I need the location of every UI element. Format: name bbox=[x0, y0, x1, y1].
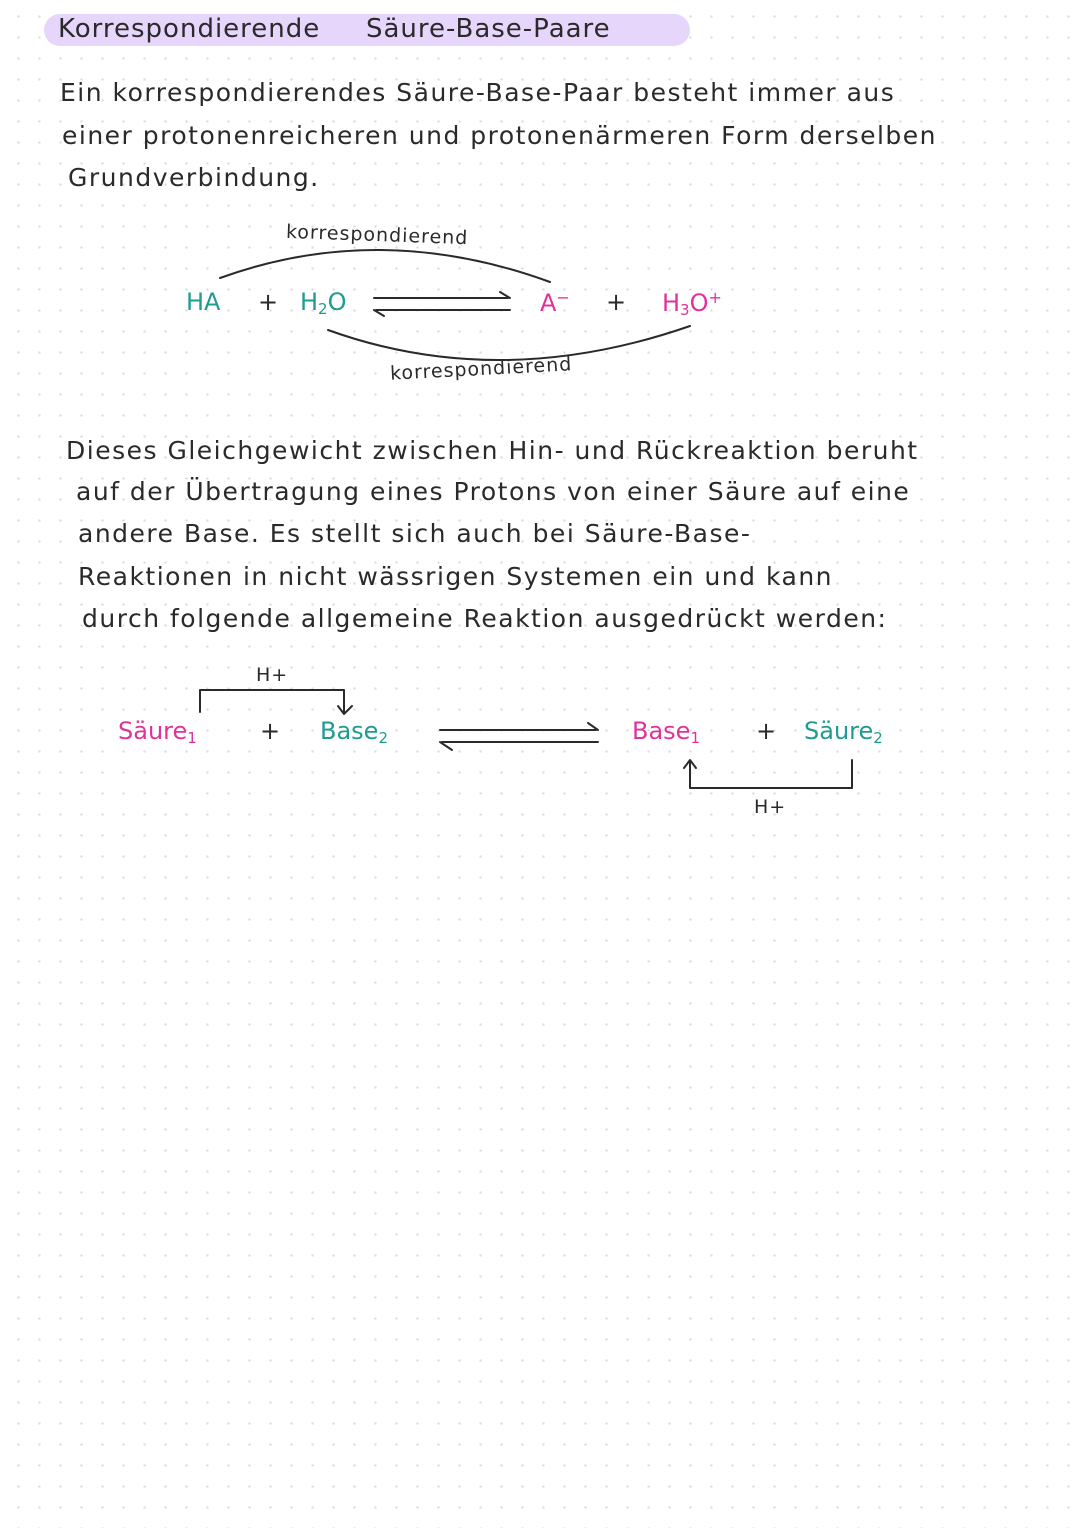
paragraph-line-3: andere Base. Es stellt sich auch bei Säure-Base- bbox=[78, 519, 752, 548]
intro-line-1: Ein korrespondierendes Säure-Base-Paar besteht immer aus bbox=[60, 78, 896, 107]
paragraph-line-1: Dieses Gleichgewicht zwischen Hin- und Rückreaktion beruht bbox=[66, 436, 919, 465]
anion-a: A bbox=[540, 289, 557, 317]
paragraph-line-4: Reaktionen in nicht wässrigen Systemen ein und kann bbox=[78, 562, 834, 591]
plus-sign-1: + bbox=[258, 288, 279, 316]
intro-line-3: Grundverbindung. bbox=[68, 163, 320, 192]
formula-ha: HA bbox=[186, 288, 221, 316]
acid-1-name: Säure bbox=[118, 717, 188, 745]
plus-sign-2: + bbox=[606, 288, 627, 316]
proton-label-top: H+ bbox=[256, 664, 289, 686]
plus-sign-3: + bbox=[260, 717, 281, 745]
paragraph-line-5: durch folgende allgemeine Reaktion ausgedrückt werden: bbox=[82, 604, 888, 633]
plus-sign-4: + bbox=[756, 717, 777, 745]
proton-label-bottom: H+ bbox=[754, 796, 787, 818]
corresponding-arc-top bbox=[220, 250, 550, 282]
base-1-index: 1 bbox=[690, 729, 700, 747]
water-subscript: 2 bbox=[318, 300, 328, 318]
acid-2-index: 2 bbox=[873, 729, 883, 747]
paragraph-line-2: auf der Übertragung eines Protons von einer Säure auf eine bbox=[76, 477, 911, 506]
water-o: O bbox=[327, 288, 347, 316]
proton-transfer-bracket-bottom bbox=[690, 760, 852, 788]
equilibrium-arrow-2 bbox=[440, 723, 598, 750]
corresponding-arc-bottom bbox=[328, 326, 690, 360]
base-2-name: Base bbox=[320, 717, 379, 745]
proton-transfer-bracket-top bbox=[200, 690, 344, 712]
acid-1-index: 1 bbox=[187, 729, 197, 747]
intro-line-2: einer protonenreicheren und protonenärmeren Form derselben bbox=[62, 121, 938, 150]
corresponding-label-top: korrespondierend bbox=[285, 220, 469, 250]
hydronium-charge: + bbox=[708, 288, 722, 307]
corresponding-label-bottom: korrespondierend bbox=[389, 353, 573, 385]
title-part-1: Korrespondierende bbox=[58, 14, 321, 44]
hydronium-o: O bbox=[689, 289, 709, 317]
water-h: H bbox=[300, 288, 319, 316]
base-2-index: 2 bbox=[378, 729, 388, 747]
equilibrium-arrow-1 bbox=[374, 292, 510, 316]
hydronium-subscript: 3 bbox=[680, 301, 690, 319]
anion-charge: − bbox=[556, 288, 570, 307]
base-1-name: Base bbox=[632, 717, 691, 745]
title-part-2: Säure-Base-Paare bbox=[366, 14, 611, 44]
hydronium-h: H bbox=[662, 289, 681, 317]
acid-2-name: Säure bbox=[804, 717, 874, 745]
